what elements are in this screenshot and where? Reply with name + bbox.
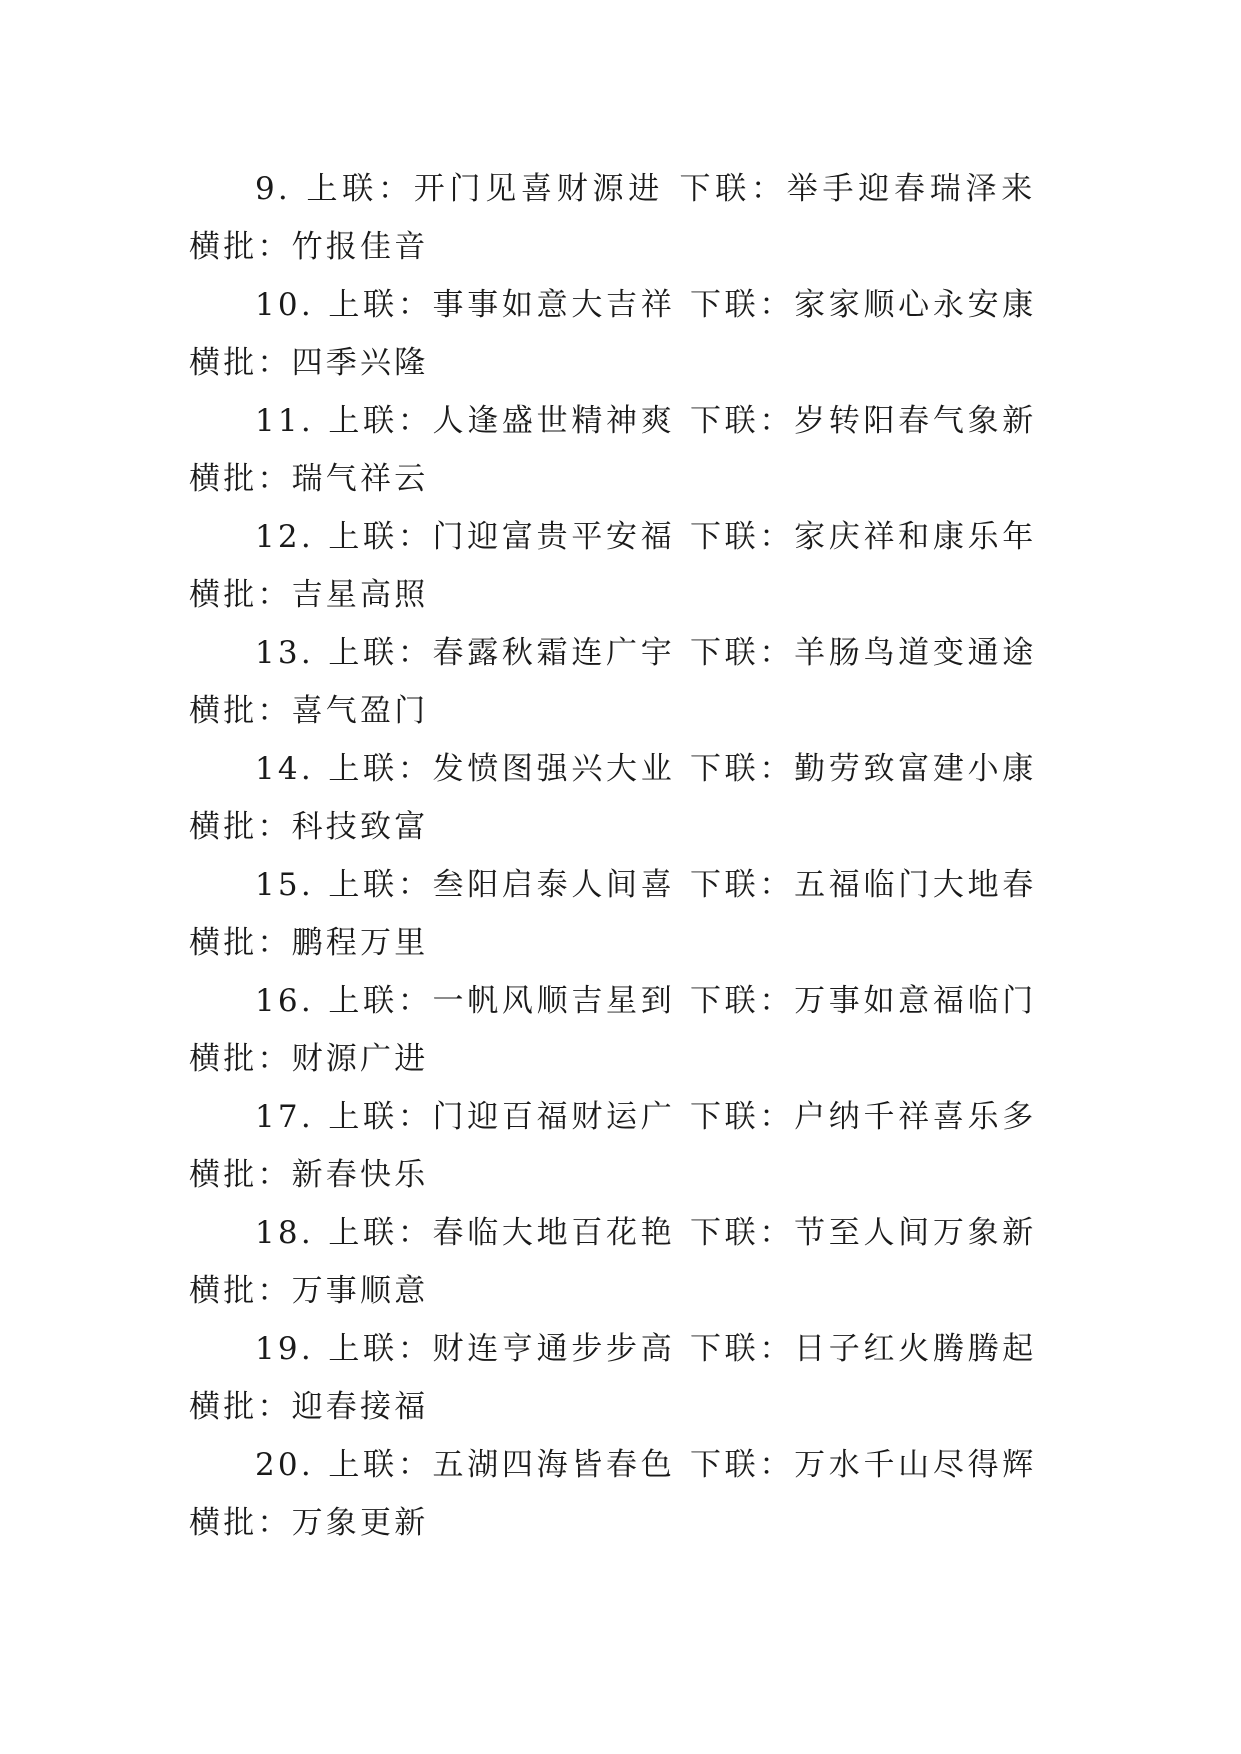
upper-line: 事事如意大吉祥 [432,287,676,323]
banner-text: 四季兴隆 [291,345,429,381]
banner-text: 瑞气祥云 [291,461,429,497]
upper-label: 上联： [327,751,433,787]
upper-label: 上联： [327,519,433,555]
lower-line: 户纳千祥喜乐多 [794,1099,1037,1135]
upper-line: 人逢盛世精神爽 [432,403,676,439]
banner-text: 万事顺意 [291,1273,429,1309]
lower-label: 下联： [689,867,795,903]
upper-line: 门迎百福财运广 [432,1099,676,1135]
couplet-entry [189,392,1051,508]
banner-label: 横批： [189,925,292,961]
upper-line: 门迎富贵平安福 [432,519,676,555]
lower-label: 下联： [689,1215,795,1251]
entry-number: 9. [255,171,291,207]
banner-text: 吉星高照 [291,577,429,613]
lower-line: 家庆祥和康乐年 [794,519,1037,555]
couplet-entry [189,1320,1051,1436]
entry-number: 16. [255,983,314,1019]
banner-label: 横批： [189,577,292,613]
upper-line: 发愤图强兴大业 [432,751,676,787]
upper-label: 上联： [327,1331,433,1367]
lower-label: 下联： [689,751,795,787]
banner-label: 横批： [189,345,292,381]
couplet-entry [189,624,1051,740]
upper-label: 上联： [327,983,433,1019]
upper-line: 五湖四海皆春色 [432,1447,676,1483]
lower-label: 下联： [689,1331,795,1367]
banner-label: 横批： [189,1389,292,1425]
lower-line: 万事如意福临门 [794,983,1037,1019]
lower-label: 下联： [689,403,795,439]
upper-line: 春露秋霜连广宇 [432,635,676,671]
banner-text: 鹏程万里 [291,925,429,961]
banner-label: 横批： [189,1273,292,1309]
upper-line: 开门见喜财源进 [413,171,664,207]
upper-label: 上联： [327,1099,433,1135]
banner-text: 喜气盈门 [291,693,429,729]
banner-label: 横批： [189,461,292,497]
lower-line: 羊肠鸟道变通途 [794,635,1037,671]
entry-number: 13. [255,635,314,671]
entry-number: 20. [255,1447,314,1483]
upper-label: 上联： [327,1215,433,1251]
upper-line: 一帆风顺吉星到 [432,983,676,1019]
lower-label: 下联： [689,519,795,555]
banner-label: 横批： [189,1505,292,1541]
upper-line: 财连亨通步步高 [432,1331,676,1367]
banner-text: 财源广进 [291,1041,429,1077]
lower-line: 日子红火腾腾起 [794,1331,1037,1367]
couplet-entry [189,972,1051,1088]
couplet-entry [189,1204,1051,1320]
banner-label: 横批： [189,1157,292,1193]
banner-text: 科技致富 [291,809,429,845]
entry-number: 10. [255,287,314,323]
banner-label: 横批： [189,1041,292,1077]
banner-text: 万象更新 [291,1505,429,1541]
couplet-entry [189,1436,1051,1552]
banner-label: 横批： [189,693,292,729]
banner-label: 横批： [189,809,292,845]
upper-label: 上联： [327,287,433,323]
banner-text: 竹报佳音 [291,229,429,265]
couplet-list [189,160,1051,1552]
lower-label: 下联： [689,983,795,1019]
lower-label: 下联： [689,287,795,323]
upper-line: 叁阳启泰人间喜 [432,867,676,903]
upper-label: 上联： [327,635,433,671]
couplet-entry [189,276,1051,392]
upper-label: 上联： [327,403,433,439]
lower-line: 家家顺心永安康 [794,287,1037,323]
entry-number: 18. [255,1215,314,1251]
entry-number: 15. [255,867,314,903]
couplet-entry [189,1088,1051,1204]
banner-label: 横批： [189,229,292,265]
couplet-entry [189,508,1051,624]
banner-text: 新春快乐 [291,1157,429,1193]
couplet-entry [189,856,1051,972]
upper-line: 春临大地百花艳 [432,1215,676,1251]
lower-line: 勤劳致富建小康 [794,751,1037,787]
upper-label: 上联： [327,867,433,903]
upper-label: 上联： [327,1447,433,1483]
banner-text: 迎春接福 [291,1389,429,1425]
entry-number: 19. [255,1331,314,1367]
lower-line: 举手迎春瑞泽来 [786,171,1037,207]
lower-line: 岁转阳春气象新 [794,403,1037,439]
lower-label: 下联： [677,171,787,207]
lower-line: 节至人间万象新 [794,1215,1037,1251]
entry-number: 14. [255,751,314,787]
entry-number: 12. [255,519,314,555]
upper-label: 上联： [304,171,414,207]
lower-line: 五福临门大地春 [794,867,1037,903]
entry-number: 17. [255,1099,314,1135]
lower-line: 万水千山尽得辉 [794,1447,1037,1483]
couplet-entry [189,740,1051,856]
lower-label: 下联： [689,1099,795,1135]
lower-label: 下联： [689,1447,795,1483]
lower-label: 下联： [689,635,795,671]
couplet-entry [189,160,1051,276]
entry-number: 11. [255,403,314,439]
